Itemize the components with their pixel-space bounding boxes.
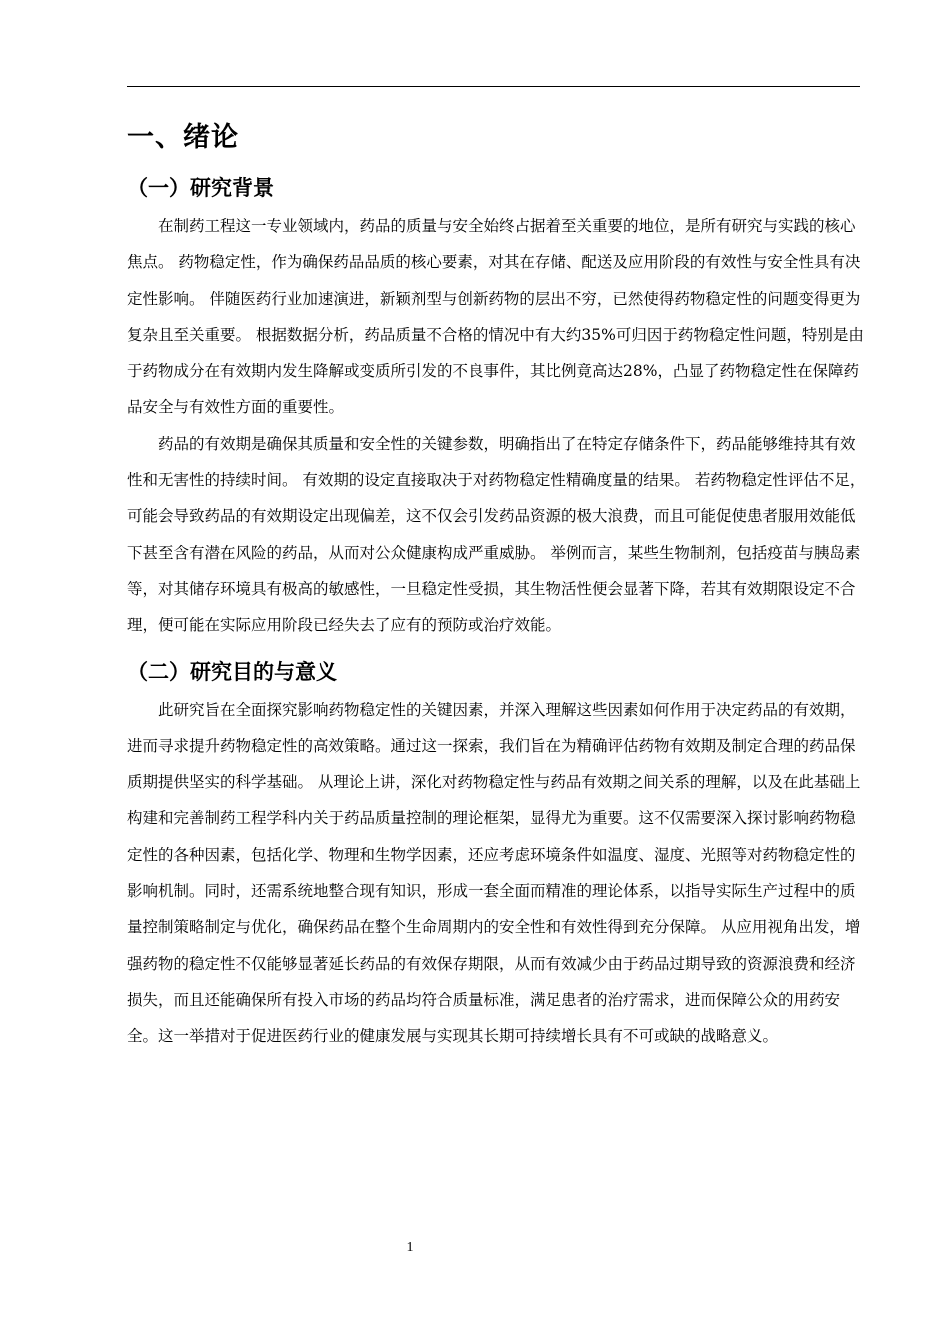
paragraph-purpose-1: 此研究旨在全面探究影响药物稳定性的关键因素，并深入理解这些因素如何作用于决定药品的有效期，进而寻求提升药物稳定性的高效策略。通过这一探索，我们旨在为精确评估药物有效期及制定合理的药品保质期提供坚实的科学基础。 从理论上讲，深化对药物稳定性与药品有效期之间关系的理解，以及在此基础上构建和完善制药工程学科内关于药品质量控制的理论框架，显得尤为重要。这不仅需要深入探讨影响药物稳定性的各种因素，包括化学、物理和生物学因素，还应考虑环境条件如温度、湿度、光照等对药物稳定性的影响机制。同时，还需系统地整合现有知识，形成一套全面而精准的理论体系，以指导实际生产过程中的质量控制策略制定与优化，确保药品在整个生命周期内的安全性和有效性得到充分保障。 从应用视角出发，增强药物的稳定性不仅能够显著延长药品的有效保存期限，从而有效减少由于药品过期导致的资源浪费和经济损失，而且还能确保所有投入市场的药品均符合质量标准，满足患者的治疗需求，进而保障公众的用药安全。这一举措对于促进医药行业的健康发展与实现其长期可持续增长具有不可或缺的战略意义。 bbox=[127, 700, 861, 1046]
paragraph-background-1: 在制药工程这一专业领域内，药品的质量与安全始终占据着至关重要的地位，是所有研究与实践的核心焦点。 药物稳定性，作为确保药品品质的核心要素，对其在存储、配送及应用阶段的有效性与安全性具有决定性影响。 伴随医药行业加速演进，新颖剂型与创新药物的层出不穷，已然使得药物稳定性的问题变得更为复杂且至关重要。 根据数据分析，药品质量不合格的情况中有大约35%可归因于药物稳定性问题，特别是由于药物成分在有效期内发生降解或变质所引发的不良事件，其比例竟高达28%，凸显了药物稳定性在保障药品安全与有效性方面的重要性。 bbox=[127, 217, 864, 417]
page-number: 1 bbox=[406, 1240, 414, 1255]
page-content bbox=[127, 116, 867, 1055]
header-rule bbox=[127, 86, 860, 87]
section-heading-purpose: （二）研究目的与意义 bbox=[127, 659, 337, 684]
paragraph-background-2: 药品的有效期是确保其质量和安全性的关键参数，明确指出了在特定存储条件下，药品能够维持其有效性和无害性的持续时间。 有效期的设定直接取决于对药物稳定性精确度量的结果。 若药物稳定性评估不足，可能会导致药品的有效期设定出现偏差，这不仅会引发药品资源的极大浪费，而且可能促使患者服用效能低下甚至含有潜在风险的药品，从而对公众健康构成严重威胁。 举例而言，某些生物制剂，包括疫苗与胰岛素等，对其储存环境具有极高的敏感性，一旦稳定性受损，其生物活性便会显著下降，若其有效期限设定不合理，便可能在实际应用阶段已经失去了应有的预防或治疗效能。 bbox=[127, 434, 866, 635]
section-heading-background: （一）研究背景 bbox=[127, 176, 274, 200]
chapter-heading: 一、绪论 bbox=[127, 122, 239, 153]
